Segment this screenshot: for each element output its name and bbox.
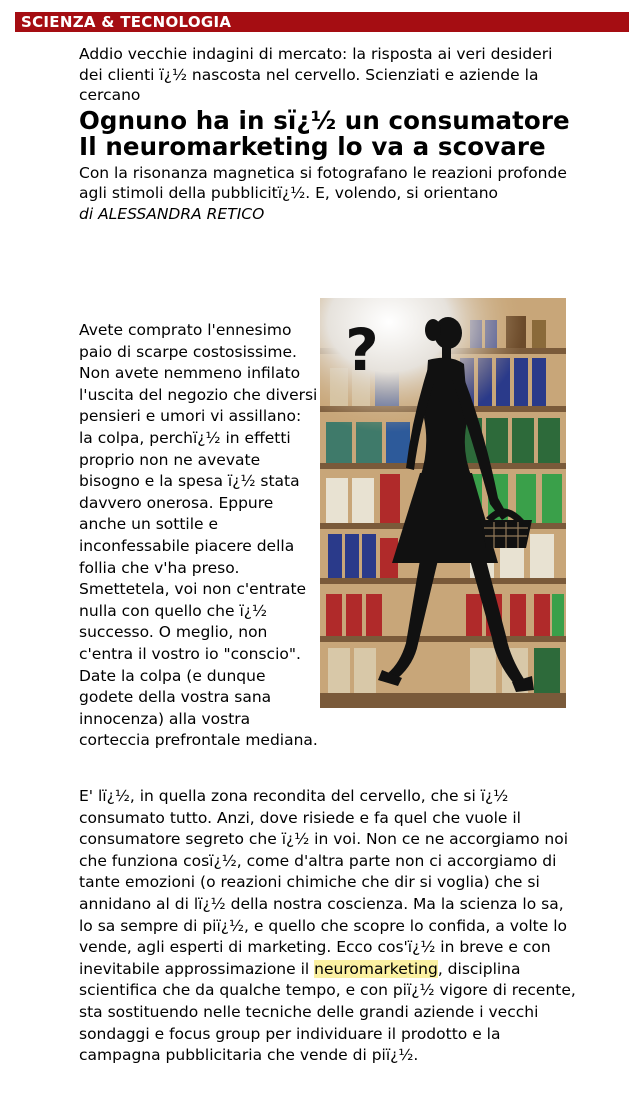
highlighted-term: neuromarketing [314, 959, 438, 978]
article-paragraph-2 [79, 786, 579, 1067]
headline-line: Ognuno ha in sï¿½ un consumatore [79, 105, 570, 135]
paragraph-text: , disciplina scientifica che da qualche tempo, e con piï¿½ vigore di recente, sta sostituendo nelle tecniche delle grandi aziende i vecchi sondaggi e focus group per individuare il prodotto e la campagna pubblicitaria che vende di piï¿½. [79, 959, 576, 1065]
section-header-bar [15, 12, 629, 32]
headline-line: Il neuromarketing lo va a scovare [79, 131, 546, 161]
article-headline [79, 105, 579, 161]
svg-text:?: ? [345, 316, 379, 384]
summary-line: agli stimoli della pubblicitï¿½. E, volendo, si orientano [79, 184, 498, 203]
shopper-silhouette-illustration [320, 298, 566, 708]
article-byline: di ALESSANDRA RETICO [79, 204, 265, 223]
article-kicker [79, 44, 569, 106]
kicker-line: dei clienti ï¿½ nascosta nel cervello. Scienziati e aziende la cercano [79, 65, 539, 105]
summary-line: Con la risonanza magnetica si fotografano le reazioni profonde [79, 163, 567, 182]
paragraph-text: E' lï¿½, in quella zona recondita del cervello, che si ï¿½ consumato tutto. Anzi, dove risiede e fa quel che vuole il consumatore segreto che ï¿½ in voi. Non ce ne accorgiamo noi che funziona cosï¿½, come d'altra parte non ci accorgiamo di tante emozioni (o reazioni chimiche che dir si voglia) che si annidano al di lï¿½ della nostra coscienza. Ma la scienza lo sa, lo sa sempre di piï¿½, e quello che scopre lo confida, a volte lo vende, agli esperti di marketing. Ecco cos'ï¿½ in breve e con inevitabile approssimazione il [79, 787, 569, 978]
section-label: SCIENZA & TECNOLOGIA [21, 13, 232, 31]
article-summary [79, 163, 569, 225]
article-header [79, 44, 579, 225]
article-paragraph-1: Avete comprato l'ennesimo paio di scarpe costosissime. Non avete nemmeno infilato l'uscita del negozio che diversi pensieri e umori vi assillano: la colpa, perchï¿½ in effetti proprio non ne avevate bisogno e la spesa ï¿½ stata davvero onerosa. Eppure anche un sottile e inconfessabile piacere della follia che v'ha preso. Smettetela, voi non c'entrate nulla con quello che ï¿½ successo. O meglio, non c'entra il vostro io "conscio". Date la colpa (e dunque godete della vostra sana innocenza) alla vostra corteccia prefrontale mediana. [79, 321, 318, 750]
kicker-line: Addio vecchie indagini di mercato: la risposta ai veri desideri [79, 45, 553, 63]
